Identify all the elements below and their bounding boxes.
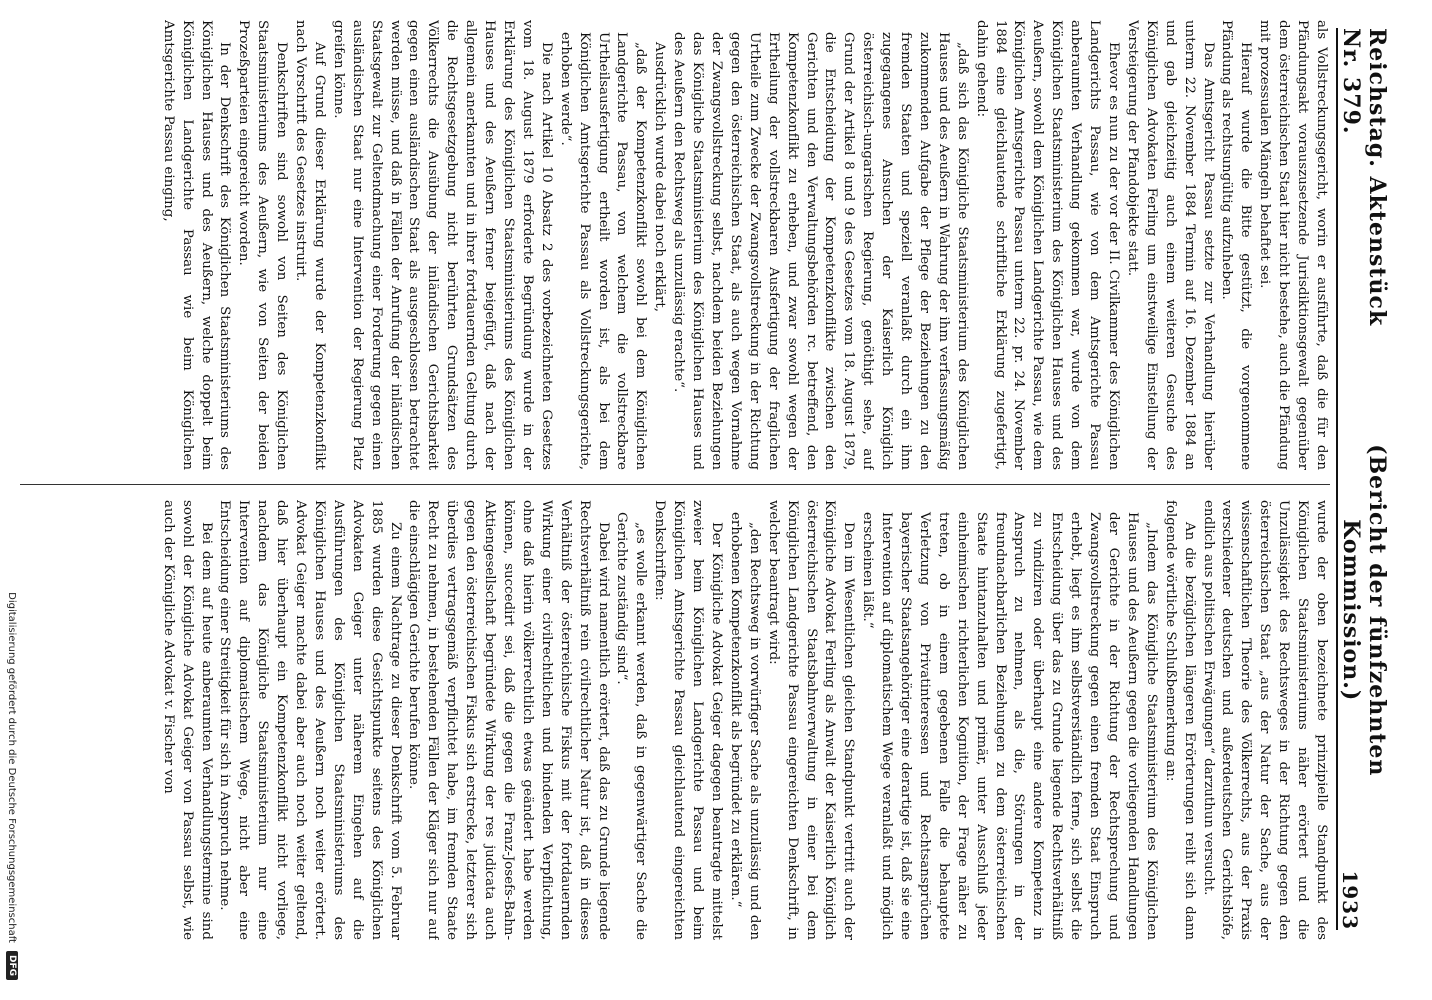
paragraph: Hierauf wurde die Bitte gestützt, die vorgenommene Pfändung als rechtsungültig aufzuheben. xyxy=(1219,20,1254,470)
paragraph: Der Königliche Advokat Geiger dagegen beantragte mittelst zweier beim Königlichen Landgerichte Passau und beim Königlichen Amtsgerichte Passau gleichlautend eingereichten Denkschriften: xyxy=(652,500,724,940)
paragraph: Bei dem auf heute anberaumten Verhandlungstermine sind sowohl der Königliche Advokat Geiger von Passau selbst, wie auch der Königliche Advokat v. Fischer von xyxy=(160,500,214,940)
paragraph: Dabei wird namentlich erörtert, daß das zu Grunde liegende Rechtsverhältniß rein civilrechtlicher Natur ist, daß in dieses Verhältniß der österreichische Fiskus mit der fortdauernden Wirkung einer civilrechtlichen und bindenden Verpflichtung, ohne daß hierin völkerrechtlich etwas geändert habe werden können, succedirt sei, daß die gegen die Franz-Josefs-Bahn-Aktiengesellschaft begründete Wirkung der res judicata auch gegen den österreichischen Fiskus sich erstrecke, letzterer sich überdies vertragsgemäß verpflichtet habe, im fremden Staate Recht zu nehmen, in bestehenden Fällen der Kläger sich nur auf die einschlägigen Gerichte berufen könne. xyxy=(406,500,611,940)
paragraph: Ausdrücklich wurde dabei noch erklärt, xyxy=(652,42,668,312)
quote-paragraph: „den Rechtsweg in vorwürfiger Sache als unzulässig und den erhobenen Kompetenzkonflikt als begründet zu erklären.“ xyxy=(727,512,762,940)
credit-text: Digitalisierung gefördert durch die Deutsche Forschungsgemeinschaft xyxy=(6,592,18,943)
quote-paragraph: „Indem das Königliche Staatsministerium des Königlichen Hauses und des Aeußern gegen die vorliegenden Handlungen der Gerichte in der Richtung der Rechtsprechung und Zwangsvollstreckung gegen einen fremden Staat Einspruch erhebt, liegt es ihm selbstverständlich ferne, sich selbst die Entscheidung über das zu Grunde liegende Rechtsverhältniß zu vindiziren oder überhaupt eine andere Kompetenz in Anspruch zu nehmen, als die, Störungen in der freundnachbarlichen Beziehungen zu dem österreichischen Staate hintanzuhalten und primär, unter Ausschluß jeder einheimischen richterlichen Kognition, der Frage näher zu treten, ob in einem gegebenen Falle die behauptete Verletzung von Privatinteressen und Rechtsansprüchen bayerischer Staatsangehöriger eine derartige ist, daß sie eine Intervention auf diplomatischem Wege veranlaßt und möglich erscheinen läßt.“ xyxy=(860,512,1159,940)
right-column xyxy=(20,500,1330,940)
paragraph: Den im Wesentlichen gleichen Standpunkt vertritt auch der Königliche Advokat Ferling als Anwalt der Kaiserlich Königlich österreichischen Staatsbahnverwaltung in einer bei dem Königlichen Landgerichte Passau eingereichten Denkschrift, in welcher beantragt wird: xyxy=(765,500,857,940)
paragraph: An die bezüglichen längeren Erörterungen reiht sich dann folgende wörtliche Schlußbemerkung an: xyxy=(1162,500,1197,940)
dfg-logo-icon: DFG xyxy=(6,951,18,980)
paragraph: Das Amtsgericht Passau setzte zur Verhandlung hierüber unterm 22. November 1884 Termin auf 16. Dezember 1884 an und gab gleichzeitig auch einem weiteren Gesuche des Königlichen Advokaten Ferling um einstweilige Einstellung der Versteigerung der Pfandobjekte statt. xyxy=(1124,20,1216,470)
quote-paragraph: „es wolle erkannt werden, daß in gegenwärtiger Sache die Gerichte zuständig sind“. xyxy=(614,512,649,940)
paragraph: Die nach Artikel 10 Absatz 2 des vorbezeichneten Gesetzes vom 18. August 1879 erforderte Begründung wurde in der Erklärung des Königlichen Staatsministeriums des Königlichen Hauses und des Aeußern ferner beigefügt, daß nach der allgemein anerkannten und in ihrer fortdauernden Geltung durch die Rechtsgesetzgebung nicht berührten Grundsätzen des Völkerrechts die Ausübung der inländischen Gerichtsbarkeit gegen einen ausländischen Staat als ausgeschlossen betrachtet werden müsse, und daß in Fällen der Anrufung der inländischen Staatsgewalt zur Geltendmachung einer Forderung gegen einen ausländischen Staat nur eine Intervention der Regierung Platz greifen könne. xyxy=(330,20,554,470)
paragraph: wurde der oben bezeichnete prinzipielle Standpunkt des Königlichen Staatsministeriums näher erörtert und die Unzulässigkeit des Rechtsweges in der Richtung gegen den österreichischen Staat „aus der Natur der Sache, aus der wissenschaftlichen Theorie des Völkerrechts, aus der Praxis verschiedener deutschen und außerdeutschen Gerichtshöfe, endlich aus politischen Erwägungen“ darzuthun versucht. xyxy=(1200,500,1329,940)
page-header xyxy=(1336,28,1390,930)
header-center-title: (Bericht der fünfzehnten Kommission.) xyxy=(1338,444,1390,777)
header-left-title: Reichstag. Aktenstück Nr. 379. xyxy=(1338,28,1390,327)
page-number: 1933 xyxy=(1338,870,1362,930)
quote-paragraph: „daß der Kompetenzkonflikt sowohl bei dem Königlichen Landgerichte Passau, von welchem die vollstreckbare Urtheilsausfertigung ertheilt worden ist, als bei dem Königlichen Amtsgerichte Passau als Vollstreckungsgerichte, erhoben werde“. xyxy=(557,32,649,470)
paragraph: als Vollstreckungsgericht, worin er ausführte, daß die für den Pfändungsakt vorauszusetzende Jurisdiktionsgewalt gegenüber dem österreichischen Staat hier nicht bestehe, auch die Pfändung mit prozessualen Mängeln behaftet sei. xyxy=(1257,20,1329,470)
quote-paragraph: „daß sich das Königliche Staatsministerium des Königlichen Hauses und des Aeußern in Wahrung der ihm verfassungsmäßig zukommenden Aufgabe der Pflege der Beziehungen zu den fremden Staaten und speziell veranlaßt durch ein ihm zugegangenes Ansuchen der Kaiserlich Königlich österreichisch-ungarischen Regierung, genöthigt sehe, auf Grund der Artikel 8 und 9 des Gesetzes vom 18. August 1879, die Entscheidung der Kompetenzkonflikte zwischen den Gerichten und den Verwaltungsbehörden rc. betreffend, den Kompetenzkonflikt zu erheben, und zwar sowohl wegen der Ertheilung der vollstreckbaren Ausfertigung der fraglichen Urtheile zum Zwecke der Zwangsvollstreckung in der Richtung gegen den österreichischen Staat, als auch wegen Vornahme der Zwangsvollstreckung selbst, nachdem beiden Beziehungen das Königliche Staatsministerium des Königlichen Hauses und des Aeußern den Rechtsweg als unzulässig erachte“. xyxy=(671,32,970,470)
digitization-credit xyxy=(4,40,20,980)
left-column xyxy=(20,20,1330,470)
paragraph: Denkschriften sind sowohl von Seiten des Königlichen Staatsministeriums des Aeußern, wie von Seiten der beiden Prozeßparteien eingereicht worden. xyxy=(236,20,290,470)
paragraph: In der Denkschrift des Königlichen Staatsministeriums des Königlichen Hauses und des Aeußern, welche doppelt beim Königlichen Landgerichte Passau wie beim Königlichen Amtsgerichte Passau einging, xyxy=(160,20,233,470)
paragraph: Auf Grund dieser Erklärung wurde der Kompetenzkonflikt nach Vorschrift des Gesetzes instruirt. xyxy=(293,20,327,470)
column-divider xyxy=(20,484,1330,485)
paragraph: Ehevor es nun zu der vor der II. Civilkammer des Königlichen Landgerichts Passau, wie von dem Amtsgerichte Passau anberaumten Verhandlung gekommen war, wurde von dem Königlichen Staatsministerium des Königlichen Hauses und des Aeußern, sowohl dem Königlichen Landgerichte Passau, wie dem Königlichen Amtsgerichte Passau unterm 22. pr. 24. November 1884 eine gleichlautende schriftliche Erklärung zugefertigt, dahin gehend: xyxy=(973,20,1122,470)
paragraph: Zu einem Nachtrage zu dieser Denkschrift vom 5. Februar 1885 wurden diese Gesichtspunkte seitens des Königlichen Advokaten Geiger unter näherem Eingehen auf die Ausführungen des Königlichen Staatsministeriums des Königlichen Hauses und des Aeußern noch weiter erörtert. Advokat Geiger machte dabei aber auch noch weiter geltend, daß hier überhaupt ein Kompetenzkonflikt nicht vorliege, nachdem das Königliche Staatsministerium nur eine Intervention auf diplomatischem Wege, nicht aber eine Entscheidung einer Streitigkeit für sich in Anspruch nehme. xyxy=(217,500,403,940)
